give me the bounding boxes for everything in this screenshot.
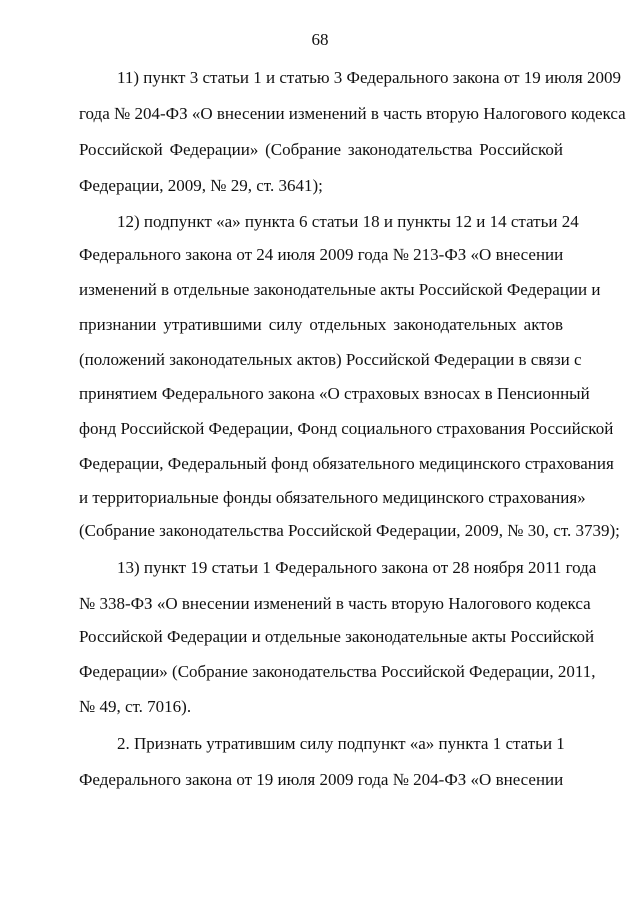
- page-number: 68: [311, 30, 329, 49]
- paragraph-12-line-3: изменений в отдельные законодательные акты Российской Федерации и: [79, 280, 601, 299]
- paragraph-12-line-1: 12) подпункт «а» пункта 6 статьи 18 и пункты 12 и 14 статьи 24: [117, 212, 579, 231]
- paragraph-11-line-4: Федерации, 2009, № 29, ст. 3641);: [79, 176, 323, 195]
- paragraph-12-line-5: (положений законодательных актов) Российской Федерации в связи с: [79, 350, 582, 369]
- paragraph-12-line-2: Федерального закона от 24 июля 2009 года № 213-ФЗ «О внесении: [79, 245, 564, 264]
- paragraph-13-line-1: 13) пункт 19 статьи 1 Федерального закона от 28 ноября 2011 года: [117, 558, 597, 577]
- paragraph-12-line-9: и территориальные фонды обязательного медицинского страхования»: [79, 488, 586, 507]
- paragraph-2-line-2: Федерального закона от 19 июля 2009 года № 204-ФЗ «О внесении: [79, 770, 564, 789]
- paragraph-12-line-10: (Собрание законодательства Российской Федерации, 2009, № 30, ст. 3739);: [79, 521, 620, 540]
- paragraph-12-line-4: признании утратившими силу отдельных законодательных актов: [79, 315, 563, 334]
- paragraph-13-line-4: Федерации» (Собрание законодательства Российской Федерации, 2011,: [79, 662, 596, 681]
- paragraph-2-line-1: 2. Признать утратившим силу подпункт «а» пункта 1 статьи 1: [117, 734, 565, 753]
- paragraph-11-line-2: года № 204-ФЗ «О внесении изменений в часть вторую Налогового кодекса: [79, 104, 626, 123]
- paragraph-13-line-3: Российской Федерации и отдельные законодательные акты Российской: [79, 627, 595, 646]
- paragraph-13-line-2: № 338-ФЗ «О внесении изменений в часть вторую Налогового кодекса: [79, 594, 591, 613]
- paragraph-13-line-5: № 49, ст. 7016).: [79, 697, 192, 716]
- paragraph-11-line-1: 11) пункт 3 статьи 1 и статью 3 Федерального закона от 19 июля 2009: [117, 68, 621, 87]
- paragraph-12-line-8: Федерации, Федеральный фонд обязательного медицинского страхования: [79, 454, 614, 473]
- paragraph-11-line-3: Российской Федерации» (Собрание законодательства Российской: [79, 140, 563, 159]
- paragraph-12-line-7: фонд Российской Федерации, Фонд социального страхования Российской: [79, 419, 614, 438]
- paragraph-12-line-6: принятием Федерального закона «О страховых взносах в Пенсионный: [79, 384, 590, 403]
